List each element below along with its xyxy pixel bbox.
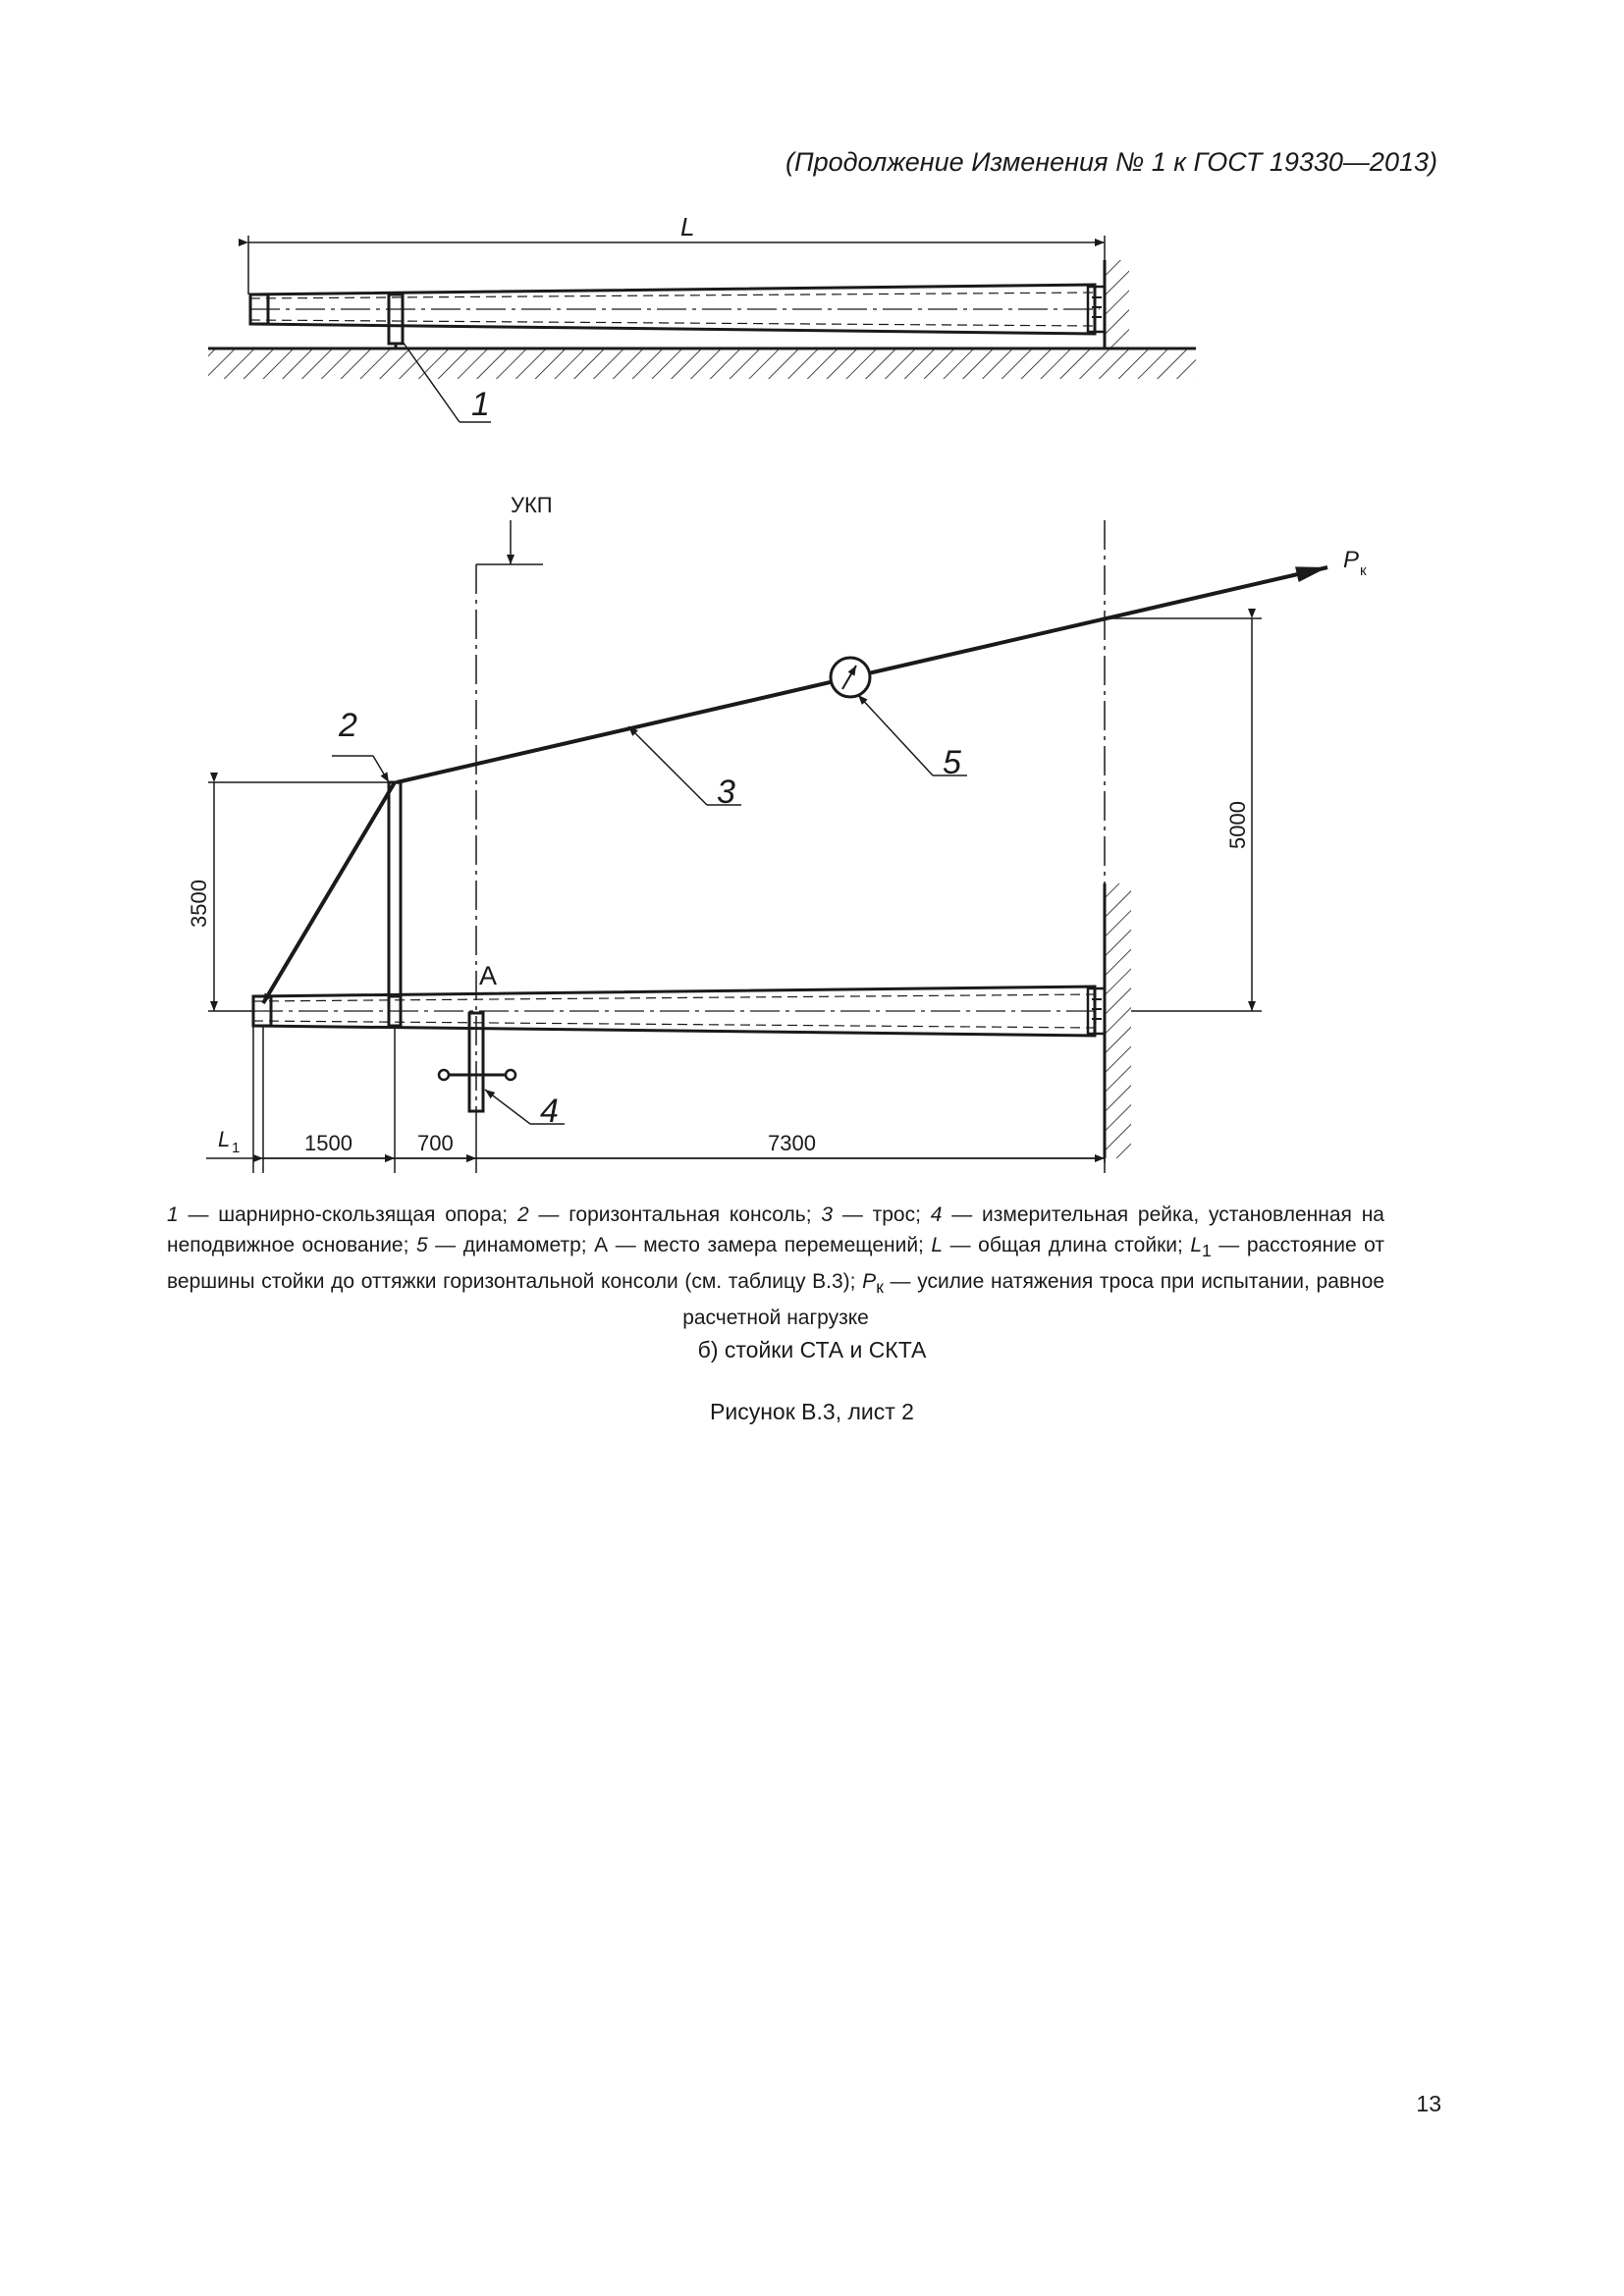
ukp-label: УКП <box>511 493 553 517</box>
main-wall-hatch <box>1106 883 1131 1158</box>
legend-text-7: — расстояние от вершины стойки до оттяжки горизонтальной консоли (см. таблицу В.3); <box>167 1234 1384 1294</box>
legend-num-4: 4 <box>930 1203 943 1226</box>
legend-text-5: — динамометр; А — место замера перемещений; <box>427 1234 932 1256</box>
callout-2: 2 <box>339 707 357 744</box>
legend-num-L: L <box>931 1234 944 1256</box>
dim-700-label: 700 <box>417 1131 454 1155</box>
figure-title: Рисунок В.3, лист 2 <box>710 1399 914 1424</box>
legend-num-L1: L <box>1190 1234 1203 1256</box>
force-label: P <box>1343 547 1360 573</box>
legend-text-1: — шарнирно-скользящая опора; <box>178 1203 517 1226</box>
page-header: (Продолжение Изменения № 1 к ГОСТ 19330—2013) <box>785 147 1437 177</box>
top-support <box>389 294 403 344</box>
legend-num-3: 3 <box>821 1203 834 1226</box>
figure-legend <box>167 1200 1384 1333</box>
callout-1: 1 <box>471 386 490 423</box>
legend-num-1: 1 <box>167 1203 179 1226</box>
legend-text-4: — измерительная рейка, установленная на неподвижное основание; <box>167 1203 1384 1256</box>
dim-5000-label: 5000 <box>1225 801 1250 849</box>
dim-L-label: L <box>680 212 695 241</box>
figure-subtitle: б) стойки СТА и СКТА <box>697 1337 927 1362</box>
dim-1500-label: 1500 <box>304 1131 352 1155</box>
legend-text-6: — общая длина стойки; <box>943 1234 1191 1256</box>
page-number: 13 <box>1416 2091 1441 2116</box>
legend-num-P: P <box>862 1270 877 1294</box>
ground-hatch <box>208 349 1196 379</box>
callout-5: 5 <box>943 744 961 781</box>
legend-text-8: — усилие натяжения троса при испытании, равное расчетной нагрузке <box>682 1270 1384 1330</box>
dim-l1-subscript: 1 <box>232 1140 241 1156</box>
main-drawing <box>206 520 1327 1173</box>
dim-l1-label: L <box>218 1127 231 1151</box>
legend-num-2: 2 <box>516 1203 529 1226</box>
console-brace <box>263 782 395 1003</box>
dim-3500-label: 3500 <box>187 880 211 928</box>
console-2 <box>389 782 401 1026</box>
legend-text-2: — горизонтальная консоль; <box>528 1203 822 1226</box>
legend-num-L1-sub: 1 <box>1202 1241 1212 1261</box>
callout-3: 3 <box>717 774 735 811</box>
legend-num-5: 5 <box>415 1234 428 1256</box>
top-drawing <box>208 236 1196 422</box>
force-subscript: к <box>1360 562 1367 579</box>
callout-4: 4 <box>540 1093 559 1130</box>
legend-text-3: — трос; <box>833 1203 931 1226</box>
legend-num-P-sub: к <box>876 1277 884 1298</box>
dim-7300-label: 7300 <box>768 1131 816 1155</box>
point-a-label: А <box>479 961 498 990</box>
